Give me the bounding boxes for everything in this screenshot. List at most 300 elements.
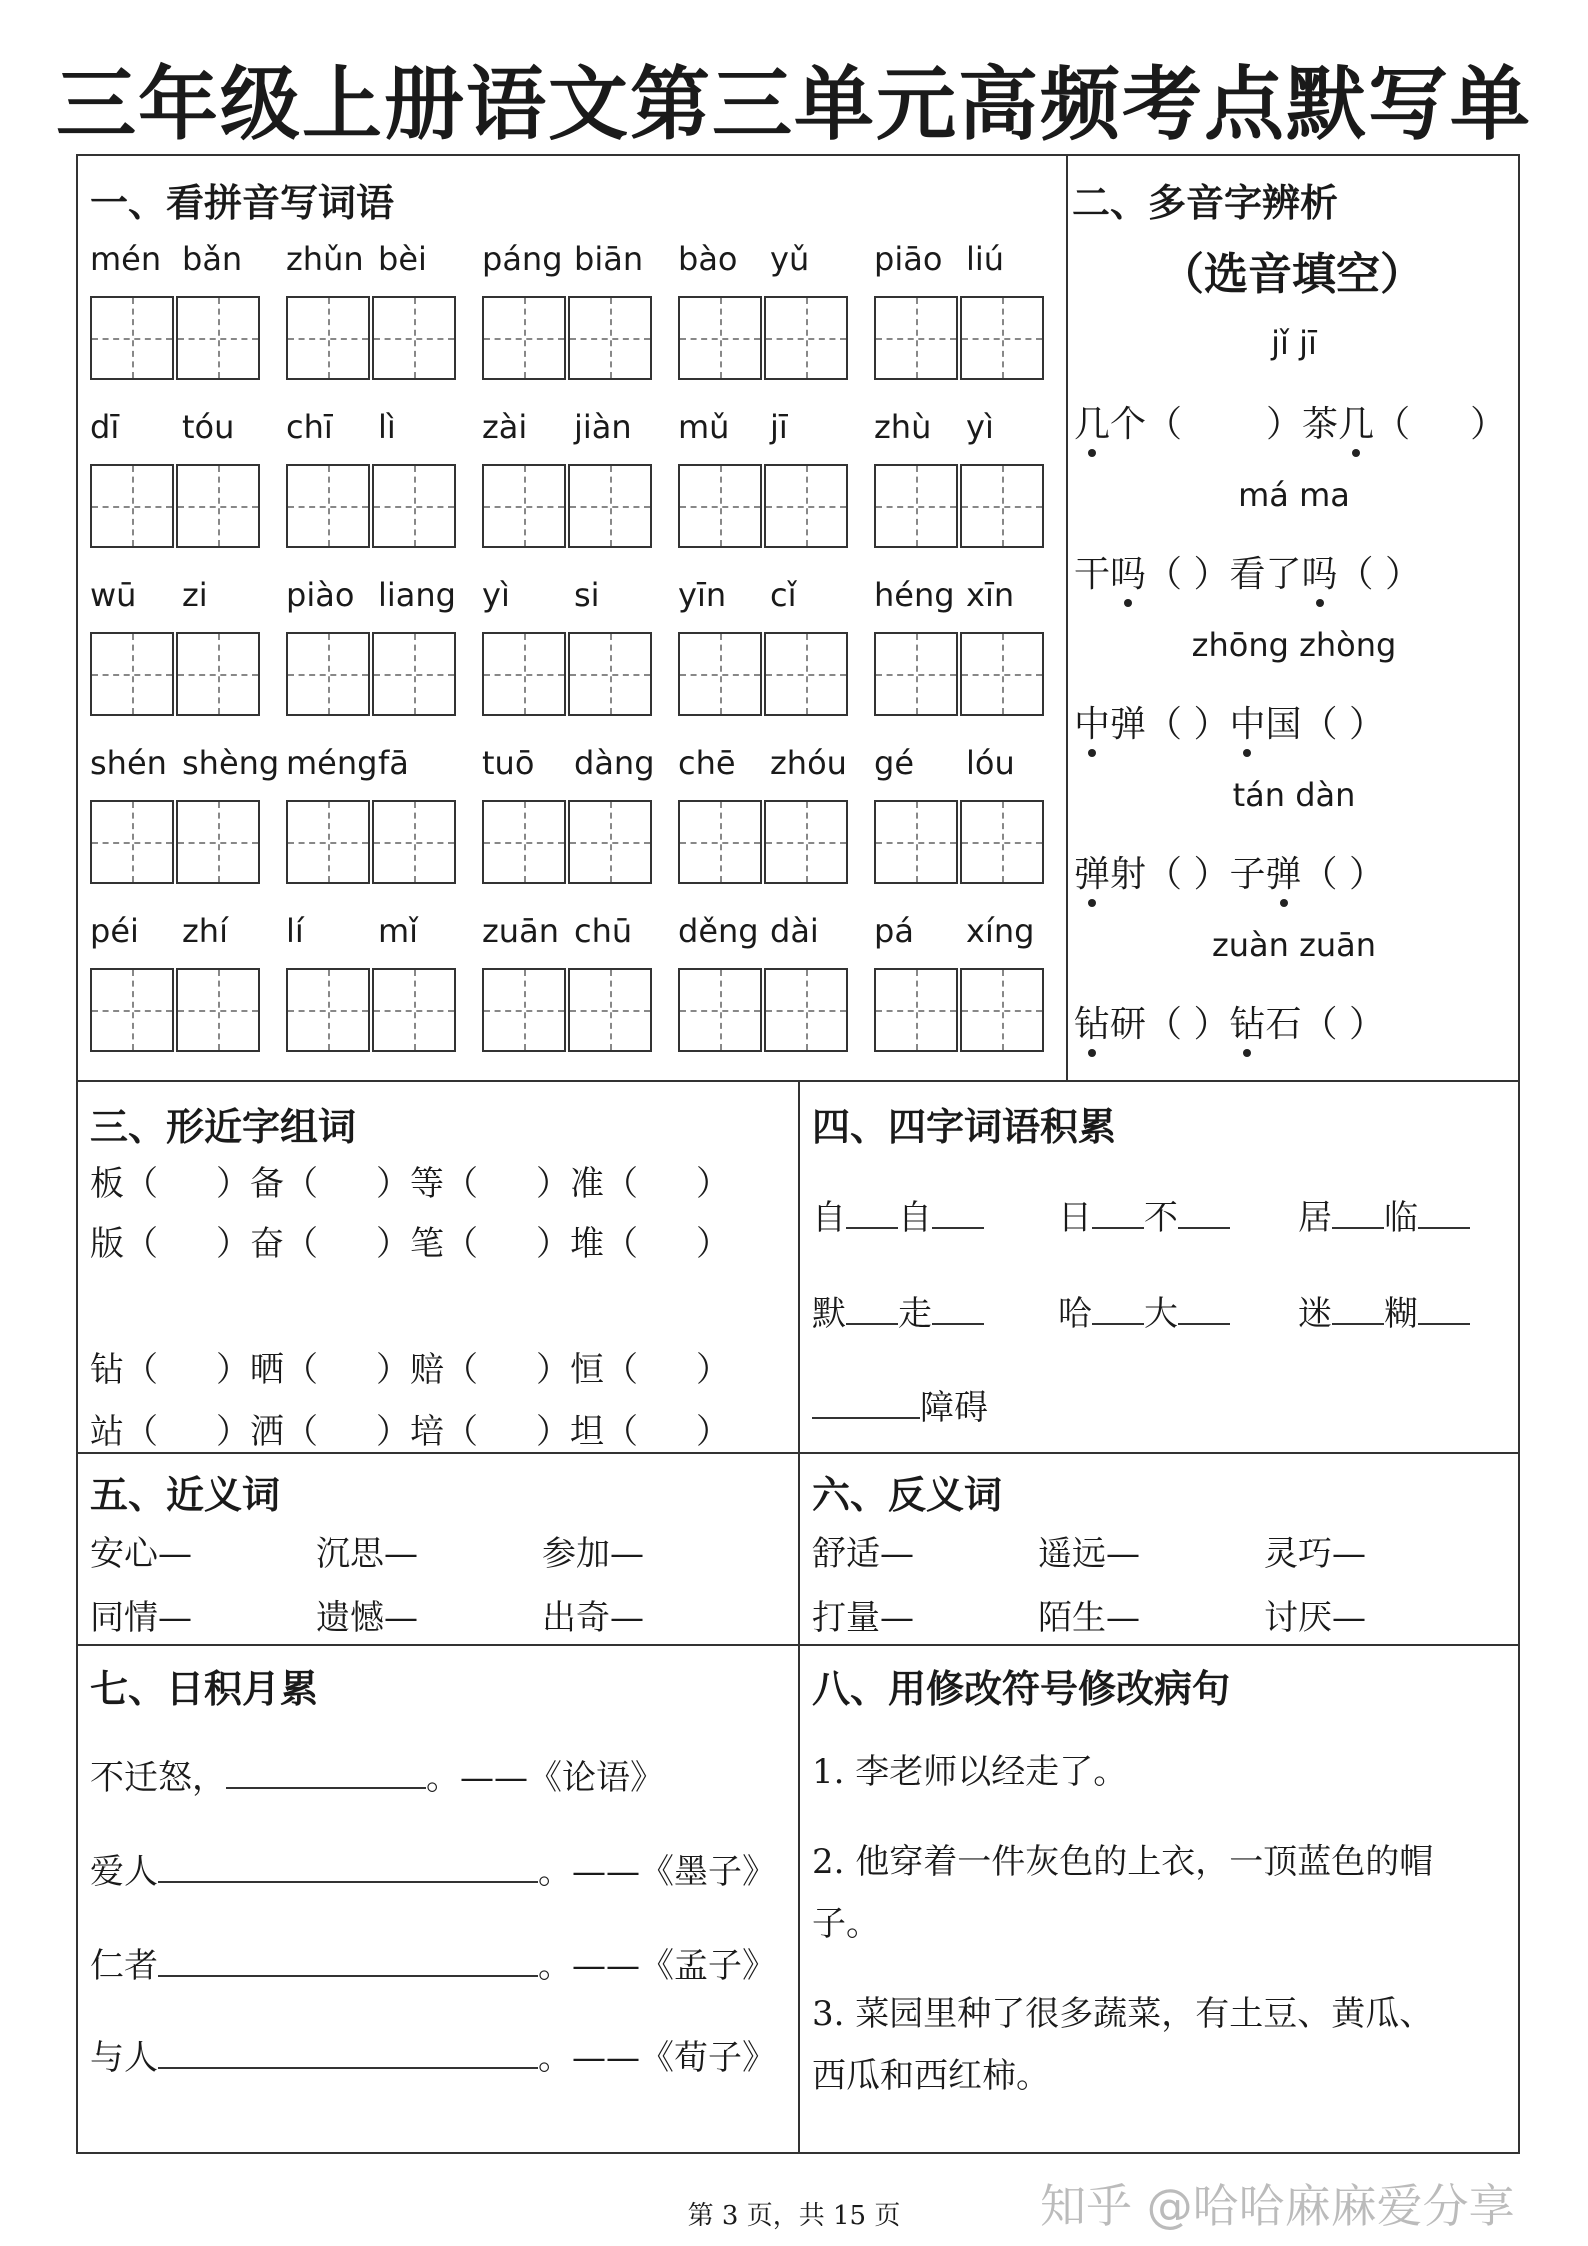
s2-text: （ ） bbox=[1301, 854, 1385, 895]
writing-boxes bbox=[90, 296, 262, 382]
pinyin-syllable: yì bbox=[966, 408, 994, 446]
pinyin-text bbox=[286, 912, 462, 952]
s6-item: 灵巧— bbox=[1264, 1534, 1366, 1574]
pinyin-text bbox=[90, 240, 266, 280]
s2-subtitle: （选音填空） bbox=[1160, 249, 1424, 300]
tian-grid-box[interactable] bbox=[568, 800, 652, 884]
pinyin-word bbox=[90, 408, 266, 568]
watermark: 知乎 @哈哈麻麻爱分享 bbox=[1040, 2179, 1515, 2233]
idiom-item bbox=[1298, 1286, 1470, 1335]
pinyin-syllable: tóu bbox=[182, 408, 235, 446]
pinyin-syllable: chī bbox=[286, 408, 333, 446]
s6-title: 六、反义词 bbox=[812, 1472, 1003, 1517]
tian-grid-box[interactable] bbox=[286, 464, 370, 548]
tian-grid-box[interactable] bbox=[874, 632, 958, 716]
s7-blank[interactable] bbox=[158, 1945, 538, 1977]
idiom-item bbox=[1298, 1190, 1470, 1239]
s7-blank[interactable] bbox=[158, 1851, 538, 1883]
s2-text: 国（ bbox=[1265, 704, 1338, 745]
s2-pinyin-5: zuàn zuān bbox=[1211, 926, 1377, 964]
divider-col-top bbox=[1066, 154, 1068, 1080]
frame-left bbox=[76, 154, 78, 2154]
s2-row-4 bbox=[1074, 846, 1385, 897]
idiom-blank[interactable] bbox=[1092, 1293, 1144, 1325]
s2-dot-char: 钻 bbox=[1074, 996, 1110, 1047]
tian-grid-box[interactable] bbox=[482, 464, 566, 548]
pinyin-syllable: jī bbox=[770, 408, 788, 446]
writing-boxes bbox=[286, 800, 458, 886]
pinyin-syllable: bào bbox=[678, 240, 738, 278]
s5-item: 沉思— bbox=[316, 1534, 418, 1574]
s3-row bbox=[90, 1156, 730, 1205]
pinyin-word bbox=[874, 744, 1050, 904]
s6-item: 陌生— bbox=[1038, 1598, 1140, 1638]
pinyin-syllable: lóu bbox=[966, 744, 1015, 782]
s3-segment: 钻（ bbox=[90, 1350, 158, 1390]
pinyin-syllable: lì bbox=[378, 408, 396, 446]
pinyin-text bbox=[482, 744, 658, 784]
s3-title: 三、形近字组词 bbox=[90, 1104, 357, 1149]
pinyin-syllable: yì bbox=[482, 576, 510, 614]
s2-text: 射（ bbox=[1110, 854, 1183, 895]
idiom-blank[interactable] bbox=[932, 1197, 984, 1229]
pinyin-text bbox=[286, 408, 462, 448]
pinyin-syllable: héng bbox=[874, 576, 955, 614]
idiom-item bbox=[812, 1286, 984, 1335]
idiom-blank[interactable] bbox=[1418, 1197, 1470, 1229]
s2-text: ） bbox=[1266, 404, 1303, 445]
pinyin-word bbox=[482, 408, 658, 568]
s2-text: ） bbox=[1337, 1004, 1385, 1045]
pinyin-syllable: shén bbox=[90, 744, 167, 782]
s3-segment: ） bbox=[696, 1412, 730, 1452]
idiom-char: 不 bbox=[1144, 1198, 1178, 1238]
s2-text: ） bbox=[1470, 404, 1507, 445]
tian-grid-box[interactable] bbox=[372, 968, 456, 1052]
s3-segment: ）等（ bbox=[376, 1164, 478, 1204]
s8-line: 子。 bbox=[812, 1904, 880, 1944]
tian-grid-box[interactable] bbox=[678, 464, 762, 548]
pinyin-text bbox=[678, 408, 854, 448]
s2-dot-char: 吗 bbox=[1302, 546, 1338, 597]
pinyin-syllable: dī bbox=[90, 408, 120, 446]
s3-segment: ）准（ bbox=[536, 1164, 638, 1204]
pinyin-text bbox=[874, 408, 1050, 448]
s3-segment: ）洒（ bbox=[216, 1412, 318, 1452]
tian-grid-box[interactable] bbox=[960, 464, 1044, 548]
tian-grid-box[interactable] bbox=[764, 464, 848, 548]
s1-title: 一、看拼音写词语 bbox=[90, 180, 395, 225]
writing-boxes bbox=[482, 800, 654, 886]
idiom-blank[interactable] bbox=[1418, 1293, 1470, 1325]
tian-grid-box[interactable] bbox=[568, 296, 652, 380]
idiom-char: 哈 bbox=[1058, 1294, 1092, 1334]
tian-grid-box[interactable] bbox=[286, 632, 370, 716]
pinyin-word bbox=[678, 576, 854, 736]
tian-grid-box[interactable] bbox=[960, 296, 1044, 380]
s7-line bbox=[90, 1750, 664, 1799]
pinyin-syllable: bèi bbox=[378, 240, 427, 278]
pinyin-syllable: dàng bbox=[574, 744, 655, 782]
s2-dot-char: 弹 bbox=[1266, 846, 1302, 897]
tian-grid-box[interactable] bbox=[90, 632, 174, 716]
idiom-char: 居 bbox=[1298, 1198, 1332, 1238]
pinyin-syllable: cǐ bbox=[770, 576, 797, 614]
tian-grid-box[interactable] bbox=[372, 800, 456, 884]
writing-boxes bbox=[286, 464, 458, 550]
idiom-blank[interactable] bbox=[1178, 1197, 1230, 1229]
idiom-blank[interactable] bbox=[1092, 1197, 1144, 1229]
writing-boxes bbox=[482, 968, 654, 1054]
idiom-blank[interactable] bbox=[1332, 1197, 1384, 1229]
pinyin-row bbox=[90, 912, 1050, 1080]
pinyin-syllable: yīn bbox=[678, 576, 727, 614]
frame-right-lower bbox=[1518, 1644, 1520, 2154]
s2-dot-char: 中 bbox=[1074, 696, 1110, 747]
s3-segment: 版（ bbox=[90, 1224, 158, 1264]
pinyin-text bbox=[874, 576, 1050, 616]
s3-segment: 板（ bbox=[90, 1164, 158, 1204]
s8-line: 2. 他穿着一件灰色的上衣，一顶蓝色的帽 bbox=[812, 1842, 1434, 1882]
s7-pre: 爱人 bbox=[90, 1852, 158, 1892]
tian-grid-box[interactable] bbox=[764, 296, 848, 380]
idiom-item bbox=[1058, 1190, 1230, 1239]
pinyin-syllable: péi bbox=[90, 912, 139, 950]
tian-grid-box[interactable] bbox=[90, 464, 174, 548]
s2-row-1 bbox=[1074, 396, 1506, 447]
s2-text: 弹（ bbox=[1110, 704, 1183, 745]
writing-boxes bbox=[482, 464, 654, 550]
pinyin-text bbox=[874, 240, 1050, 280]
pinyin-text bbox=[90, 744, 280, 784]
idiom-char: 迷 bbox=[1298, 1294, 1332, 1334]
pinyin-word bbox=[482, 576, 658, 736]
tian-grid-box[interactable] bbox=[764, 968, 848, 1052]
tian-grid-box[interactable] bbox=[960, 632, 1044, 716]
idiom-char: 自 bbox=[812, 1198, 846, 1238]
pinyin-word bbox=[90, 912, 266, 1072]
s3-segment: 站（ bbox=[90, 1412, 158, 1452]
pinyin-text bbox=[482, 576, 658, 616]
s3-segment: ）笔（ bbox=[376, 1224, 478, 1264]
pinyin-syllable: chū bbox=[574, 912, 633, 950]
tian-grid-box[interactable] bbox=[568, 968, 652, 1052]
s7-blank[interactable] bbox=[158, 2037, 538, 2069]
pinyin-syllable: chē bbox=[678, 744, 736, 782]
pinyin-word bbox=[678, 912, 854, 1072]
s3-segment: ）培（ bbox=[376, 1412, 478, 1452]
tian-grid-box[interactable] bbox=[372, 632, 456, 716]
pinyin-word bbox=[678, 744, 854, 904]
pinyin-syllable: mǔ bbox=[678, 408, 730, 446]
pinyin-text bbox=[482, 912, 658, 952]
s2-text: ） bbox=[1182, 1004, 1230, 1045]
tian-grid-box[interactable] bbox=[176, 968, 260, 1052]
tian-grid-box[interactable] bbox=[874, 800, 958, 884]
s2-text: 个（ bbox=[1110, 404, 1183, 445]
pinyin-text bbox=[286, 576, 462, 616]
s6-item: 舒适— bbox=[812, 1534, 914, 1574]
s2-text: （ ） bbox=[1337, 554, 1421, 595]
s2-text: ） bbox=[1337, 704, 1385, 745]
writing-boxes bbox=[874, 464, 1046, 550]
tian-grid-box[interactable] bbox=[874, 296, 958, 380]
s2-row-3 bbox=[1074, 696, 1385, 747]
s8-line: 1. 李老师以经走了。 bbox=[812, 1752, 1128, 1792]
tian-grid-box[interactable] bbox=[286, 968, 370, 1052]
s3-segment: ） bbox=[696, 1224, 730, 1264]
s2-pinyin-1: jǐ jī bbox=[1271, 324, 1317, 362]
s7-pre: 与人 bbox=[90, 2038, 158, 2078]
pinyin-syllable: mǐ bbox=[378, 912, 419, 950]
tian-grid-box[interactable] bbox=[176, 632, 260, 716]
writing-boxes bbox=[90, 632, 262, 718]
tian-grid-box[interactable] bbox=[764, 632, 848, 716]
pinyin-word bbox=[286, 576, 462, 736]
s3-row bbox=[90, 1342, 730, 1391]
s5-item: 同情— bbox=[90, 1598, 192, 1638]
s8-line: 3. 菜园里种了很多蔬菜，有土豆、黄瓜、 bbox=[812, 1994, 1434, 2034]
idiom-blank[interactable] bbox=[1332, 1293, 1384, 1325]
pinyin-text bbox=[678, 576, 854, 616]
pinyin-word bbox=[482, 912, 658, 1072]
pinyin-word bbox=[286, 912, 462, 1072]
tian-grid-box[interactable] bbox=[678, 632, 762, 716]
pinyin-word bbox=[90, 240, 266, 400]
pinyin-text bbox=[678, 744, 854, 784]
tian-grid-box[interactable] bbox=[482, 296, 566, 380]
pinyin-syllable: wū bbox=[90, 576, 137, 614]
pinyin-syllable: xīn bbox=[966, 576, 1015, 614]
s3-segment: ） bbox=[696, 1350, 730, 1390]
s7-source: 。——《墨子》 bbox=[538, 1852, 776, 1892]
s3-row bbox=[90, 1216, 730, 1265]
pinyin-syllable: děng bbox=[678, 912, 759, 950]
tian-grid-box[interactable] bbox=[482, 968, 566, 1052]
page-title: 三年级上册语文第三单元高频考点默写单 bbox=[56, 57, 1532, 151]
divider-col-mid bbox=[798, 1080, 800, 2154]
s2-dot-char: 弹 bbox=[1074, 846, 1110, 897]
pinyin-row bbox=[90, 744, 1050, 912]
pinyin-syllable: zuān bbox=[482, 912, 559, 950]
s2-dot-char: 吗 bbox=[1110, 546, 1146, 597]
pinyin-syllable: si bbox=[574, 576, 600, 614]
s7-source: 。——《论语》 bbox=[426, 1758, 664, 1798]
pinyin-text bbox=[874, 912, 1050, 952]
tian-grid-box[interactable] bbox=[678, 296, 762, 380]
s5-item: 遗憾— bbox=[316, 1598, 418, 1638]
s2-pinyin-4: tán dàn bbox=[1232, 776, 1356, 814]
writing-boxes bbox=[286, 296, 458, 382]
idiom-blank[interactable] bbox=[846, 1293, 898, 1325]
pinyin-word bbox=[678, 408, 854, 568]
pinyin-syllable: fā bbox=[378, 744, 409, 782]
idiom-blank[interactable] bbox=[812, 1387, 920, 1419]
pinyin-word bbox=[874, 576, 1050, 736]
s3-segment: ）备（ bbox=[216, 1164, 318, 1204]
s7-blank[interactable] bbox=[226, 1757, 426, 1789]
tian-grid-box[interactable] bbox=[482, 800, 566, 884]
tian-grid-box[interactable] bbox=[90, 968, 174, 1052]
s2-text: 看了 bbox=[1229, 554, 1302, 595]
s7-source: 。——《孟子》 bbox=[538, 1946, 776, 1986]
s2-text: 石（ bbox=[1265, 1004, 1338, 1045]
pinyin-syllable: gé bbox=[874, 744, 914, 782]
tian-grid-box[interactable] bbox=[568, 632, 652, 716]
pinyin-syllable: zhǔn bbox=[286, 240, 364, 278]
pinyin-syllable: pá bbox=[874, 912, 914, 950]
writing-boxes bbox=[678, 464, 850, 550]
s5-item: 出奇— bbox=[542, 1598, 644, 1638]
s2-dot-char: 几 bbox=[1074, 396, 1110, 447]
idiom-blank[interactable] bbox=[846, 1197, 898, 1229]
tian-grid-box[interactable] bbox=[678, 968, 762, 1052]
writing-boxes bbox=[678, 632, 850, 718]
pinyin-word bbox=[90, 744, 280, 904]
pinyin-row bbox=[90, 240, 1050, 408]
idiom-item bbox=[1058, 1286, 1230, 1335]
s2-row-2 bbox=[1074, 546, 1421, 597]
s7-pre: 不迁怒， bbox=[90, 1758, 226, 1798]
pinyin-text bbox=[90, 912, 266, 952]
s2-text: 茶 bbox=[1302, 404, 1339, 445]
pinyin-syllable: zhù bbox=[874, 408, 932, 446]
s7-source: 。——《荀子》 bbox=[538, 2038, 776, 2078]
pinyin-word bbox=[874, 408, 1050, 568]
idiom-char: 临 bbox=[1384, 1198, 1418, 1238]
tian-grid-box[interactable] bbox=[90, 296, 174, 380]
writing-boxes bbox=[874, 296, 1046, 382]
s7-line bbox=[90, 2030, 776, 2079]
idiom-char: 默 bbox=[812, 1294, 846, 1334]
tian-grid-box[interactable] bbox=[286, 800, 370, 884]
s3-segment: ）恒（ bbox=[536, 1350, 638, 1390]
idiom-char: 障碍 bbox=[920, 1388, 988, 1428]
s3-segment: ） bbox=[696, 1164, 730, 1204]
tian-grid-box[interactable] bbox=[764, 800, 848, 884]
page-footer: 第 3 页，共 15 页 bbox=[687, 2201, 901, 2231]
writing-boxes bbox=[482, 296, 654, 382]
idiom-blank[interactable] bbox=[1178, 1293, 1230, 1325]
writing-boxes bbox=[678, 968, 850, 1054]
s3-segment: ）赔（ bbox=[376, 1350, 478, 1390]
s2-text: ） bbox=[1182, 854, 1230, 895]
tian-grid-box[interactable] bbox=[372, 464, 456, 548]
pinyin-syllable: zhóu bbox=[770, 744, 847, 782]
s2-dot-char: 钻 bbox=[1229, 996, 1265, 1047]
s3-segment: ）奋（ bbox=[216, 1224, 318, 1264]
s3-row bbox=[90, 1404, 730, 1453]
tian-grid-box[interactable] bbox=[176, 464, 260, 548]
pinyin-word bbox=[482, 744, 658, 904]
idiom-blank[interactable] bbox=[932, 1293, 984, 1325]
frame-top bbox=[76, 154, 1520, 156]
s2-pinyin-2: má ma bbox=[1238, 476, 1350, 514]
pinyin-word bbox=[482, 240, 658, 400]
pinyin-word bbox=[286, 744, 462, 904]
s2-row-5 bbox=[1074, 996, 1385, 1047]
pinyin-word bbox=[286, 240, 462, 400]
pinyin-text bbox=[286, 240, 462, 280]
idiom-char: 日 bbox=[1058, 1198, 1092, 1238]
pinyin-word bbox=[286, 408, 462, 568]
pinyin-row bbox=[90, 408, 1050, 576]
s6-item: 打量— bbox=[812, 1598, 914, 1638]
pinyin-text bbox=[678, 912, 854, 952]
s7-line bbox=[90, 1938, 776, 1987]
s2-text: 研（ bbox=[1110, 1004, 1183, 1045]
pinyin-text bbox=[678, 240, 854, 280]
writing-boxes bbox=[482, 632, 654, 718]
writing-boxes bbox=[874, 800, 1046, 886]
s6-item: 遥远— bbox=[1038, 1534, 1140, 1574]
s2-pinyin-3: zhōng zhòng bbox=[1191, 626, 1397, 664]
idiom-char: 大 bbox=[1144, 1294, 1178, 1334]
pinyin-syllable: shèng bbox=[182, 744, 280, 782]
pinyin-syllable: zhí bbox=[182, 912, 228, 950]
tian-grid-box[interactable] bbox=[874, 968, 958, 1052]
s5-title: 五、近义词 bbox=[90, 1472, 281, 1517]
pinyin-text bbox=[482, 240, 658, 280]
pinyin-syllable: bǎn bbox=[182, 240, 243, 278]
writing-boxes bbox=[678, 296, 850, 382]
s8-line: 西瓜和西红柿。 bbox=[812, 2056, 1050, 2096]
tian-grid-box[interactable] bbox=[372, 296, 456, 380]
s2-title: 二、多音字辨析 bbox=[1072, 180, 1339, 225]
writing-boxes bbox=[678, 800, 850, 886]
tian-grid-box[interactable] bbox=[568, 464, 652, 548]
pinyin-grid bbox=[90, 240, 1050, 1080]
s2-text: 干 bbox=[1074, 554, 1111, 595]
pinyin-text bbox=[482, 408, 658, 448]
pinyin-text bbox=[286, 744, 462, 784]
pinyin-syllable: liang bbox=[378, 576, 456, 614]
s7-line bbox=[90, 1844, 776, 1893]
pinyin-word bbox=[678, 240, 854, 400]
writing-boxes bbox=[874, 632, 1046, 718]
pinyin-word bbox=[874, 912, 1050, 1072]
idiom-item-last bbox=[812, 1380, 988, 1429]
tian-grid-box[interactable] bbox=[90, 800, 174, 884]
tian-grid-box[interactable] bbox=[176, 296, 260, 380]
s2-text: ） bbox=[1182, 704, 1230, 745]
tian-grid-box[interactable] bbox=[960, 968, 1044, 1052]
pinyin-text bbox=[90, 408, 266, 448]
writing-boxes bbox=[286, 968, 458, 1054]
tian-grid-box[interactable] bbox=[678, 800, 762, 884]
pinyin-syllable: tuō bbox=[482, 744, 535, 782]
s8-title: 八、用修改符号修改病句 bbox=[812, 1666, 1231, 1711]
tian-grid-box[interactable] bbox=[874, 464, 958, 548]
idiom-char: 走 bbox=[898, 1294, 932, 1334]
idiom-char: 糊 bbox=[1384, 1294, 1418, 1334]
writing-boxes bbox=[90, 968, 262, 1054]
pinyin-syllable: méng bbox=[286, 744, 378, 782]
tian-grid-box[interactable] bbox=[482, 632, 566, 716]
tian-grid-box[interactable] bbox=[176, 800, 260, 884]
pinyin-word bbox=[874, 240, 1050, 400]
pinyin-syllable: zi bbox=[182, 576, 208, 614]
tian-grid-box[interactable] bbox=[286, 296, 370, 380]
writing-boxes bbox=[90, 800, 262, 886]
s7-pre: 仁者 bbox=[90, 1946, 158, 1986]
frame-right-upper bbox=[1518, 154, 1520, 1644]
s2-text: 子 bbox=[1229, 854, 1266, 895]
pinyin-syllable: yǔ bbox=[770, 240, 810, 278]
s4-title: 四、四字词语积累 bbox=[812, 1104, 1117, 1149]
tian-grid-box[interactable] bbox=[960, 800, 1044, 884]
writing-boxes bbox=[874, 968, 1046, 1054]
